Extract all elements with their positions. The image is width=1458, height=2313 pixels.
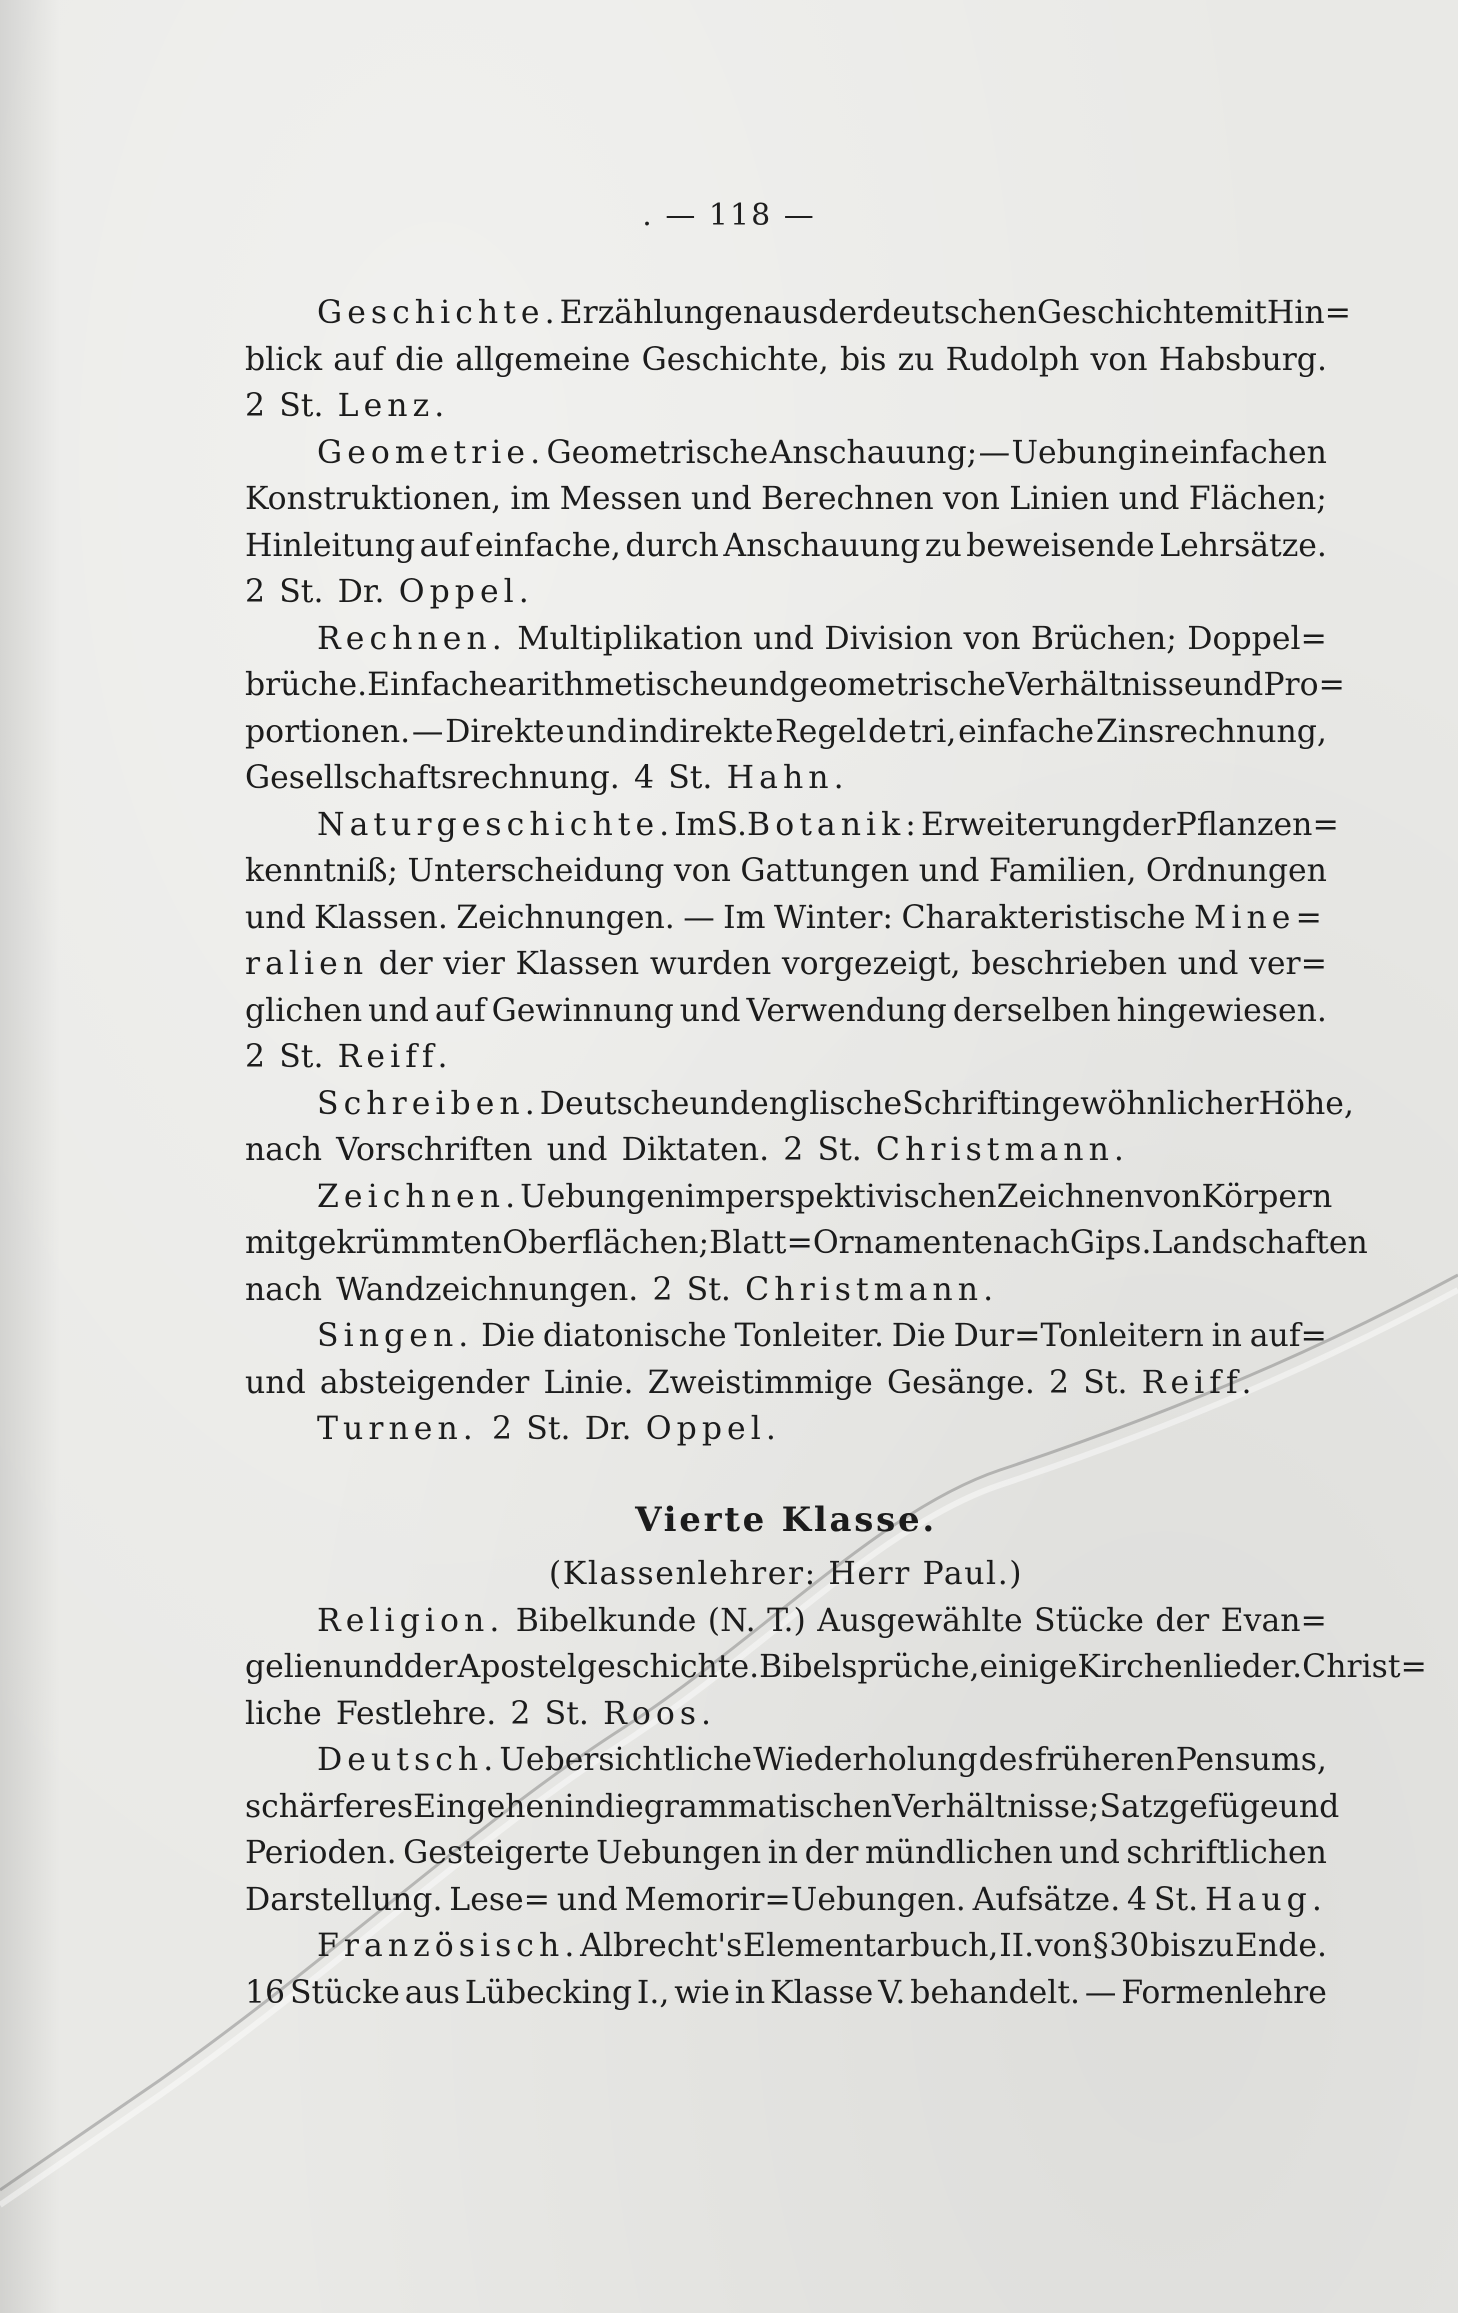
word: 2 xyxy=(245,388,266,424)
word: auf xyxy=(419,527,471,564)
word: blick xyxy=(245,341,323,378)
word: Gewinnung xyxy=(491,992,674,1029)
word: Deutsche xyxy=(539,1085,690,1122)
word: Dur=Tonleitern xyxy=(953,1318,1204,1354)
teacher-name: Christmann. xyxy=(875,1132,1129,1168)
word: de xyxy=(868,713,907,750)
text-line xyxy=(245,1127,1327,1174)
word: Messen xyxy=(559,481,682,517)
word: St. xyxy=(817,1132,862,1168)
word: Anschauung; xyxy=(769,434,978,471)
word: und xyxy=(368,992,429,1029)
word: Uebungen xyxy=(520,1178,686,1215)
teacher-name: Roos. xyxy=(603,1695,717,1732)
subject-rechnen: Rechnen. xyxy=(317,620,507,657)
word: Dr. xyxy=(337,574,385,610)
word: Pflanzen= xyxy=(1175,806,1339,843)
word: Multiplikation xyxy=(517,620,743,657)
word: 4 xyxy=(633,760,655,796)
word: portionen. xyxy=(245,713,411,750)
teacher-name: Oppel. xyxy=(645,1411,781,1447)
word: Pro= xyxy=(1263,667,1345,703)
word: schriftlichen xyxy=(1126,1835,1327,1871)
word: Linie. xyxy=(543,1364,634,1401)
section-subheading-line xyxy=(245,1551,1327,1598)
body-text xyxy=(245,290,1427,2016)
word: Zeichnungen. xyxy=(456,899,675,936)
word: und xyxy=(1059,1835,1120,1871)
word: und xyxy=(1177,946,1239,982)
word: Gesänge. xyxy=(887,1364,1035,1401)
word: des xyxy=(978,1742,1034,1778)
word: Klassen. xyxy=(314,899,448,936)
text-line xyxy=(245,1644,1427,1691)
word: Lübecking xyxy=(464,1974,633,2011)
word: Eingehen xyxy=(413,1788,565,1825)
word: Hin= xyxy=(1266,295,1352,331)
word: grammatischen xyxy=(643,1788,893,1825)
word: Gips. xyxy=(1069,1225,1152,1261)
word: Körpern xyxy=(1201,1178,1333,1215)
word: bis xyxy=(1150,1928,1197,1964)
text-line xyxy=(245,1313,1327,1360)
word: II. xyxy=(999,1928,1035,1964)
word: Berechnen xyxy=(760,481,934,517)
word: Brüchen; xyxy=(1030,620,1177,657)
text-line xyxy=(245,569,1327,616)
word: und xyxy=(1202,667,1264,703)
word: S. xyxy=(716,806,748,843)
word: und xyxy=(689,1085,751,1122)
word: von xyxy=(673,853,731,889)
word: tri, xyxy=(908,713,957,750)
word: Oberflächen; xyxy=(502,1225,710,1261)
word: der xyxy=(1121,806,1176,843)
word: bis xyxy=(840,341,887,378)
word: brüche. xyxy=(245,667,368,703)
word: 30 xyxy=(1109,1928,1150,1964)
text-line xyxy=(245,616,1327,663)
text-line xyxy=(245,1220,1368,1267)
word: Uebung xyxy=(1011,434,1138,471)
text-line xyxy=(245,1598,1327,1645)
word: Winter: xyxy=(773,899,894,936)
subject-turnen: Turnen. xyxy=(317,1411,478,1447)
word: Stücke xyxy=(1034,1602,1144,1639)
word: Zinsrechnung, xyxy=(1095,713,1327,750)
word: der xyxy=(1155,1602,1210,1639)
word: 2 xyxy=(652,1271,673,1308)
word: — xyxy=(978,434,1011,471)
text-line xyxy=(245,848,1327,895)
word: und xyxy=(245,1364,306,1401)
word: Botanik: xyxy=(747,806,921,843)
word: allgemeine xyxy=(455,341,631,378)
word: derselben xyxy=(952,992,1111,1029)
word: mit xyxy=(245,1225,298,1261)
word: 4 xyxy=(1127,1881,1148,1918)
word: und xyxy=(728,667,790,703)
word: und xyxy=(1278,1788,1340,1825)
word: durch xyxy=(625,527,719,564)
subject-franzoesisch: Französisch. xyxy=(317,1928,580,1964)
text-line xyxy=(245,1830,1327,1877)
word: in xyxy=(1211,1318,1242,1354)
subject-naturgeschichte: Naturgeschichte. xyxy=(317,806,675,843)
word: ralien xyxy=(245,946,369,982)
word: von xyxy=(1144,1178,1202,1215)
word: und xyxy=(556,1881,618,1918)
text-line xyxy=(245,988,1327,1035)
word: I., xyxy=(636,1974,670,2011)
word: 16 xyxy=(245,1974,286,2011)
text-line xyxy=(245,523,1327,570)
word: und xyxy=(690,481,752,517)
word: aus xyxy=(763,295,819,331)
word: nach xyxy=(992,1225,1070,1261)
word: diatonische xyxy=(542,1318,727,1354)
word: 2 xyxy=(1049,1364,1070,1401)
text-line xyxy=(245,1784,1340,1831)
word: Memorir=Uebungen. xyxy=(624,1881,966,1918)
word: von xyxy=(1090,341,1148,378)
word: indirekte xyxy=(628,713,774,750)
section-heading: Vierte Klasse. xyxy=(635,1499,937,1540)
word: der xyxy=(378,946,433,982)
text-line xyxy=(245,1174,1333,1221)
word: einfache xyxy=(958,713,1095,750)
word: in xyxy=(767,1835,799,1871)
word: Schrift xyxy=(902,1085,1012,1122)
word: Wiederholung xyxy=(753,1742,978,1778)
word: Flächen; xyxy=(1188,481,1327,517)
word: in xyxy=(1138,434,1170,471)
word: Habsburg. xyxy=(1158,341,1327,378)
word: Höhe, xyxy=(1258,1085,1354,1122)
word: Linien xyxy=(1009,481,1110,517)
word: Landschaften xyxy=(1151,1225,1368,1261)
word: 2 xyxy=(245,574,266,610)
word: Division xyxy=(824,620,954,657)
page-number: . — 118 — xyxy=(642,198,816,233)
word: T.) xyxy=(767,1602,806,1639)
word: St. xyxy=(1083,1364,1128,1401)
word: Konstruktionen, xyxy=(245,481,502,517)
word: — xyxy=(1084,1974,1117,2011)
word: § xyxy=(1092,1928,1109,1964)
word: und xyxy=(566,713,627,750)
word: aus xyxy=(404,1974,460,2011)
word: Festlehre. xyxy=(335,1695,497,1732)
word: Elementarbuch, xyxy=(743,1928,999,1964)
word: perspektivischen xyxy=(725,1178,997,1215)
text-line xyxy=(245,337,1327,384)
word: der xyxy=(403,1649,458,1685)
word: Die xyxy=(481,1318,536,1354)
word: von xyxy=(963,620,1021,657)
word: gekrümmten xyxy=(297,1225,503,1261)
word: Evan= xyxy=(1220,1602,1327,1639)
text-line xyxy=(245,1877,1327,1924)
text-line xyxy=(245,383,1327,430)
word: nach xyxy=(245,1271,322,1308)
word: St. xyxy=(544,1695,589,1732)
word: auf xyxy=(333,341,384,378)
word: Geschichte xyxy=(1037,295,1215,331)
word: in xyxy=(734,1974,766,2011)
word: Formenlehre xyxy=(1121,1974,1327,2011)
word: Klassen xyxy=(515,946,640,982)
word: und xyxy=(679,992,741,1029)
word: früheren xyxy=(1034,1742,1175,1778)
word: Erzählungen xyxy=(559,295,764,331)
word: glichen xyxy=(245,992,363,1029)
word: mit xyxy=(1214,295,1267,331)
word: mündlichen xyxy=(865,1835,1053,1871)
word: Geschichte, xyxy=(641,341,829,378)
word: absteigender xyxy=(319,1364,530,1401)
subject-deutsch: Deutsch. xyxy=(317,1742,499,1778)
word: die xyxy=(395,341,445,378)
word: gewöhnlicher xyxy=(1041,1085,1259,1122)
word: Satzgefüge xyxy=(1099,1788,1279,1825)
text-line xyxy=(245,941,1327,988)
word: Blatt=Ornamente xyxy=(709,1225,993,1261)
word: und xyxy=(245,899,306,936)
word: arithmetische xyxy=(507,667,729,703)
word: die xyxy=(594,1788,644,1825)
word: Vorschriften xyxy=(336,1132,533,1168)
word: der xyxy=(818,295,873,331)
word: St. xyxy=(526,1411,571,1447)
teacher-name: Reiff. xyxy=(337,1039,453,1075)
teacher-name: Christmann. xyxy=(745,1271,999,1308)
word: der xyxy=(804,1835,859,1871)
word: (N. xyxy=(707,1602,756,1639)
text-line xyxy=(245,802,1339,849)
word: Gesteigerte xyxy=(403,1835,590,1871)
text-line xyxy=(245,476,1327,523)
word: Ende. xyxy=(1234,1928,1327,1964)
word: Anschauung xyxy=(723,527,921,564)
word: vier xyxy=(443,946,505,982)
word: auf= xyxy=(1249,1318,1327,1354)
word: Im xyxy=(674,806,717,843)
word: im xyxy=(510,481,551,517)
word: Uebungen xyxy=(596,1835,762,1871)
word: Charakteristische xyxy=(901,899,1186,936)
teacher-name: Haug. xyxy=(1205,1881,1327,1918)
word: Regel xyxy=(775,713,867,750)
word: 2 xyxy=(492,1411,513,1447)
word: Verhältnisse xyxy=(1005,667,1203,703)
text-line xyxy=(245,1737,1327,1784)
word: Ordnungen xyxy=(1145,853,1327,889)
text-line xyxy=(245,1970,1327,2017)
word: Gattungen xyxy=(740,853,910,889)
word: St. xyxy=(279,574,324,610)
word: Wandzeichnungen. xyxy=(336,1271,639,1308)
word: 2 xyxy=(245,1039,266,1075)
word: Darstellung. xyxy=(245,1881,443,1918)
text-line xyxy=(245,895,1327,942)
text-line xyxy=(245,709,1327,756)
word: wie xyxy=(674,1974,730,2011)
text-line xyxy=(245,755,1327,802)
word: St. xyxy=(279,388,324,424)
word: und xyxy=(753,620,814,657)
text-line xyxy=(245,1360,1327,1407)
subject-geschichte: Geschichte. xyxy=(317,295,560,331)
word: Albrecht's xyxy=(580,1928,743,1964)
word: Bibelsprüche, xyxy=(759,1649,980,1685)
word: Gesellschaftsrechnung. xyxy=(245,760,620,796)
word: Geometrische xyxy=(546,434,769,471)
word: — xyxy=(683,899,715,936)
teacher-name: Oppel. xyxy=(398,574,534,610)
word: Mine= xyxy=(1194,899,1327,936)
word: Einfache xyxy=(367,667,508,703)
word: St. xyxy=(686,1271,731,1308)
word: Bibelkunde xyxy=(515,1602,697,1639)
teacher-name: Hahn. xyxy=(726,760,849,796)
text-line xyxy=(245,1691,1327,1738)
word: nach xyxy=(245,1132,322,1168)
word: 2 xyxy=(510,1695,531,1732)
word: und xyxy=(342,1649,404,1685)
text-line xyxy=(245,290,1352,337)
word: Kirchenlieder. xyxy=(1077,1649,1303,1685)
word: und xyxy=(918,853,980,889)
word: und xyxy=(546,1132,608,1168)
teacher-name: Reiff. xyxy=(1141,1364,1257,1401)
word: Stücke xyxy=(289,1974,400,2011)
word: englische xyxy=(750,1085,903,1122)
word: kenntniß; xyxy=(245,853,398,889)
word: Verwendung xyxy=(746,992,947,1029)
subject-zeichnen: Zeichnen. xyxy=(317,1178,521,1215)
word: Die xyxy=(891,1318,946,1354)
word: Hinleitung xyxy=(245,527,416,564)
text-line xyxy=(245,1081,1354,1128)
word: Doppel= xyxy=(1187,620,1327,657)
word: Zweistimmige xyxy=(647,1364,873,1401)
word: gelien xyxy=(245,1649,343,1685)
word: ver= xyxy=(1249,946,1327,982)
word: im xyxy=(685,1178,726,1215)
word: V. xyxy=(878,1974,906,2011)
word: Diktaten. xyxy=(621,1132,770,1168)
word: Pensums, xyxy=(1175,1742,1327,1778)
word: St. xyxy=(279,1039,324,1075)
word: Lese= xyxy=(449,1881,551,1918)
word: liche xyxy=(245,1695,322,1732)
word: Rudolph xyxy=(945,341,1080,378)
word: 2 xyxy=(783,1132,804,1168)
word: Apostelgeschichte. xyxy=(457,1649,760,1685)
word: Lehrsätze. xyxy=(1159,527,1327,564)
word: St. xyxy=(668,760,713,796)
word: behandelt. xyxy=(910,1974,1080,2011)
word: Dr. xyxy=(584,1411,632,1447)
word: St. xyxy=(1153,1881,1199,1918)
word: einige xyxy=(979,1649,1078,1685)
word: schärferes xyxy=(245,1788,414,1825)
word: auf xyxy=(434,992,486,1029)
word: in xyxy=(1011,1085,1042,1122)
word: Erweiterung xyxy=(920,806,1122,843)
word: Tonleiter. xyxy=(734,1318,884,1354)
word: Aufsätze. xyxy=(972,1881,1121,1918)
word: Zeichnen xyxy=(996,1178,1145,1215)
word: beschrieben xyxy=(971,946,1168,982)
text-line xyxy=(245,1034,1327,1081)
word: in xyxy=(564,1788,595,1825)
word: Verhältnisse; xyxy=(892,1788,1100,1825)
word: einfache, xyxy=(474,527,621,564)
text-line xyxy=(245,1923,1327,1970)
text-line xyxy=(245,1267,1327,1314)
word: Ausgewählte xyxy=(817,1602,1023,1639)
word: und xyxy=(1118,481,1180,517)
word: Im xyxy=(723,899,766,936)
subject-religion: Religion. xyxy=(317,1602,505,1639)
word: zu xyxy=(924,527,962,564)
word: Unterscheidung xyxy=(407,853,665,889)
teacher-name: Lenz. xyxy=(337,388,450,424)
word: zu xyxy=(1197,1928,1235,1964)
word: Uebersichtliche xyxy=(499,1742,752,1778)
word: Perioden. xyxy=(245,1835,397,1871)
word: zu xyxy=(897,341,935,378)
word: einfachen xyxy=(1170,434,1327,471)
text-line xyxy=(245,430,1327,477)
word: geometrische xyxy=(789,667,1006,703)
class-teacher-note: (Klassenlehrer: Herr Paul.) xyxy=(548,1556,1024,1592)
spacer xyxy=(245,1453,1327,1497)
word: Direkte xyxy=(445,713,565,750)
word: — xyxy=(411,713,444,750)
text-line xyxy=(245,1406,1327,1453)
word: deutschen xyxy=(872,295,1038,331)
word: beweisende xyxy=(966,527,1155,564)
section-heading-line xyxy=(245,1497,1327,1544)
subject-singen: Singen. xyxy=(317,1318,474,1354)
word: Klasse xyxy=(769,1974,874,2011)
word: von xyxy=(942,481,1000,517)
text-line xyxy=(245,662,1345,709)
subject-schreiben: Schreiben. xyxy=(317,1085,540,1122)
word: von xyxy=(1034,1928,1092,1964)
word: hingewiesen. xyxy=(1116,992,1327,1029)
subject-geometrie: Geometrie. xyxy=(317,434,546,471)
word: wurden xyxy=(649,946,772,982)
word: Christ= xyxy=(1302,1649,1427,1685)
word: vorgezeigt, xyxy=(781,946,961,982)
word: Familien, xyxy=(988,853,1137,889)
